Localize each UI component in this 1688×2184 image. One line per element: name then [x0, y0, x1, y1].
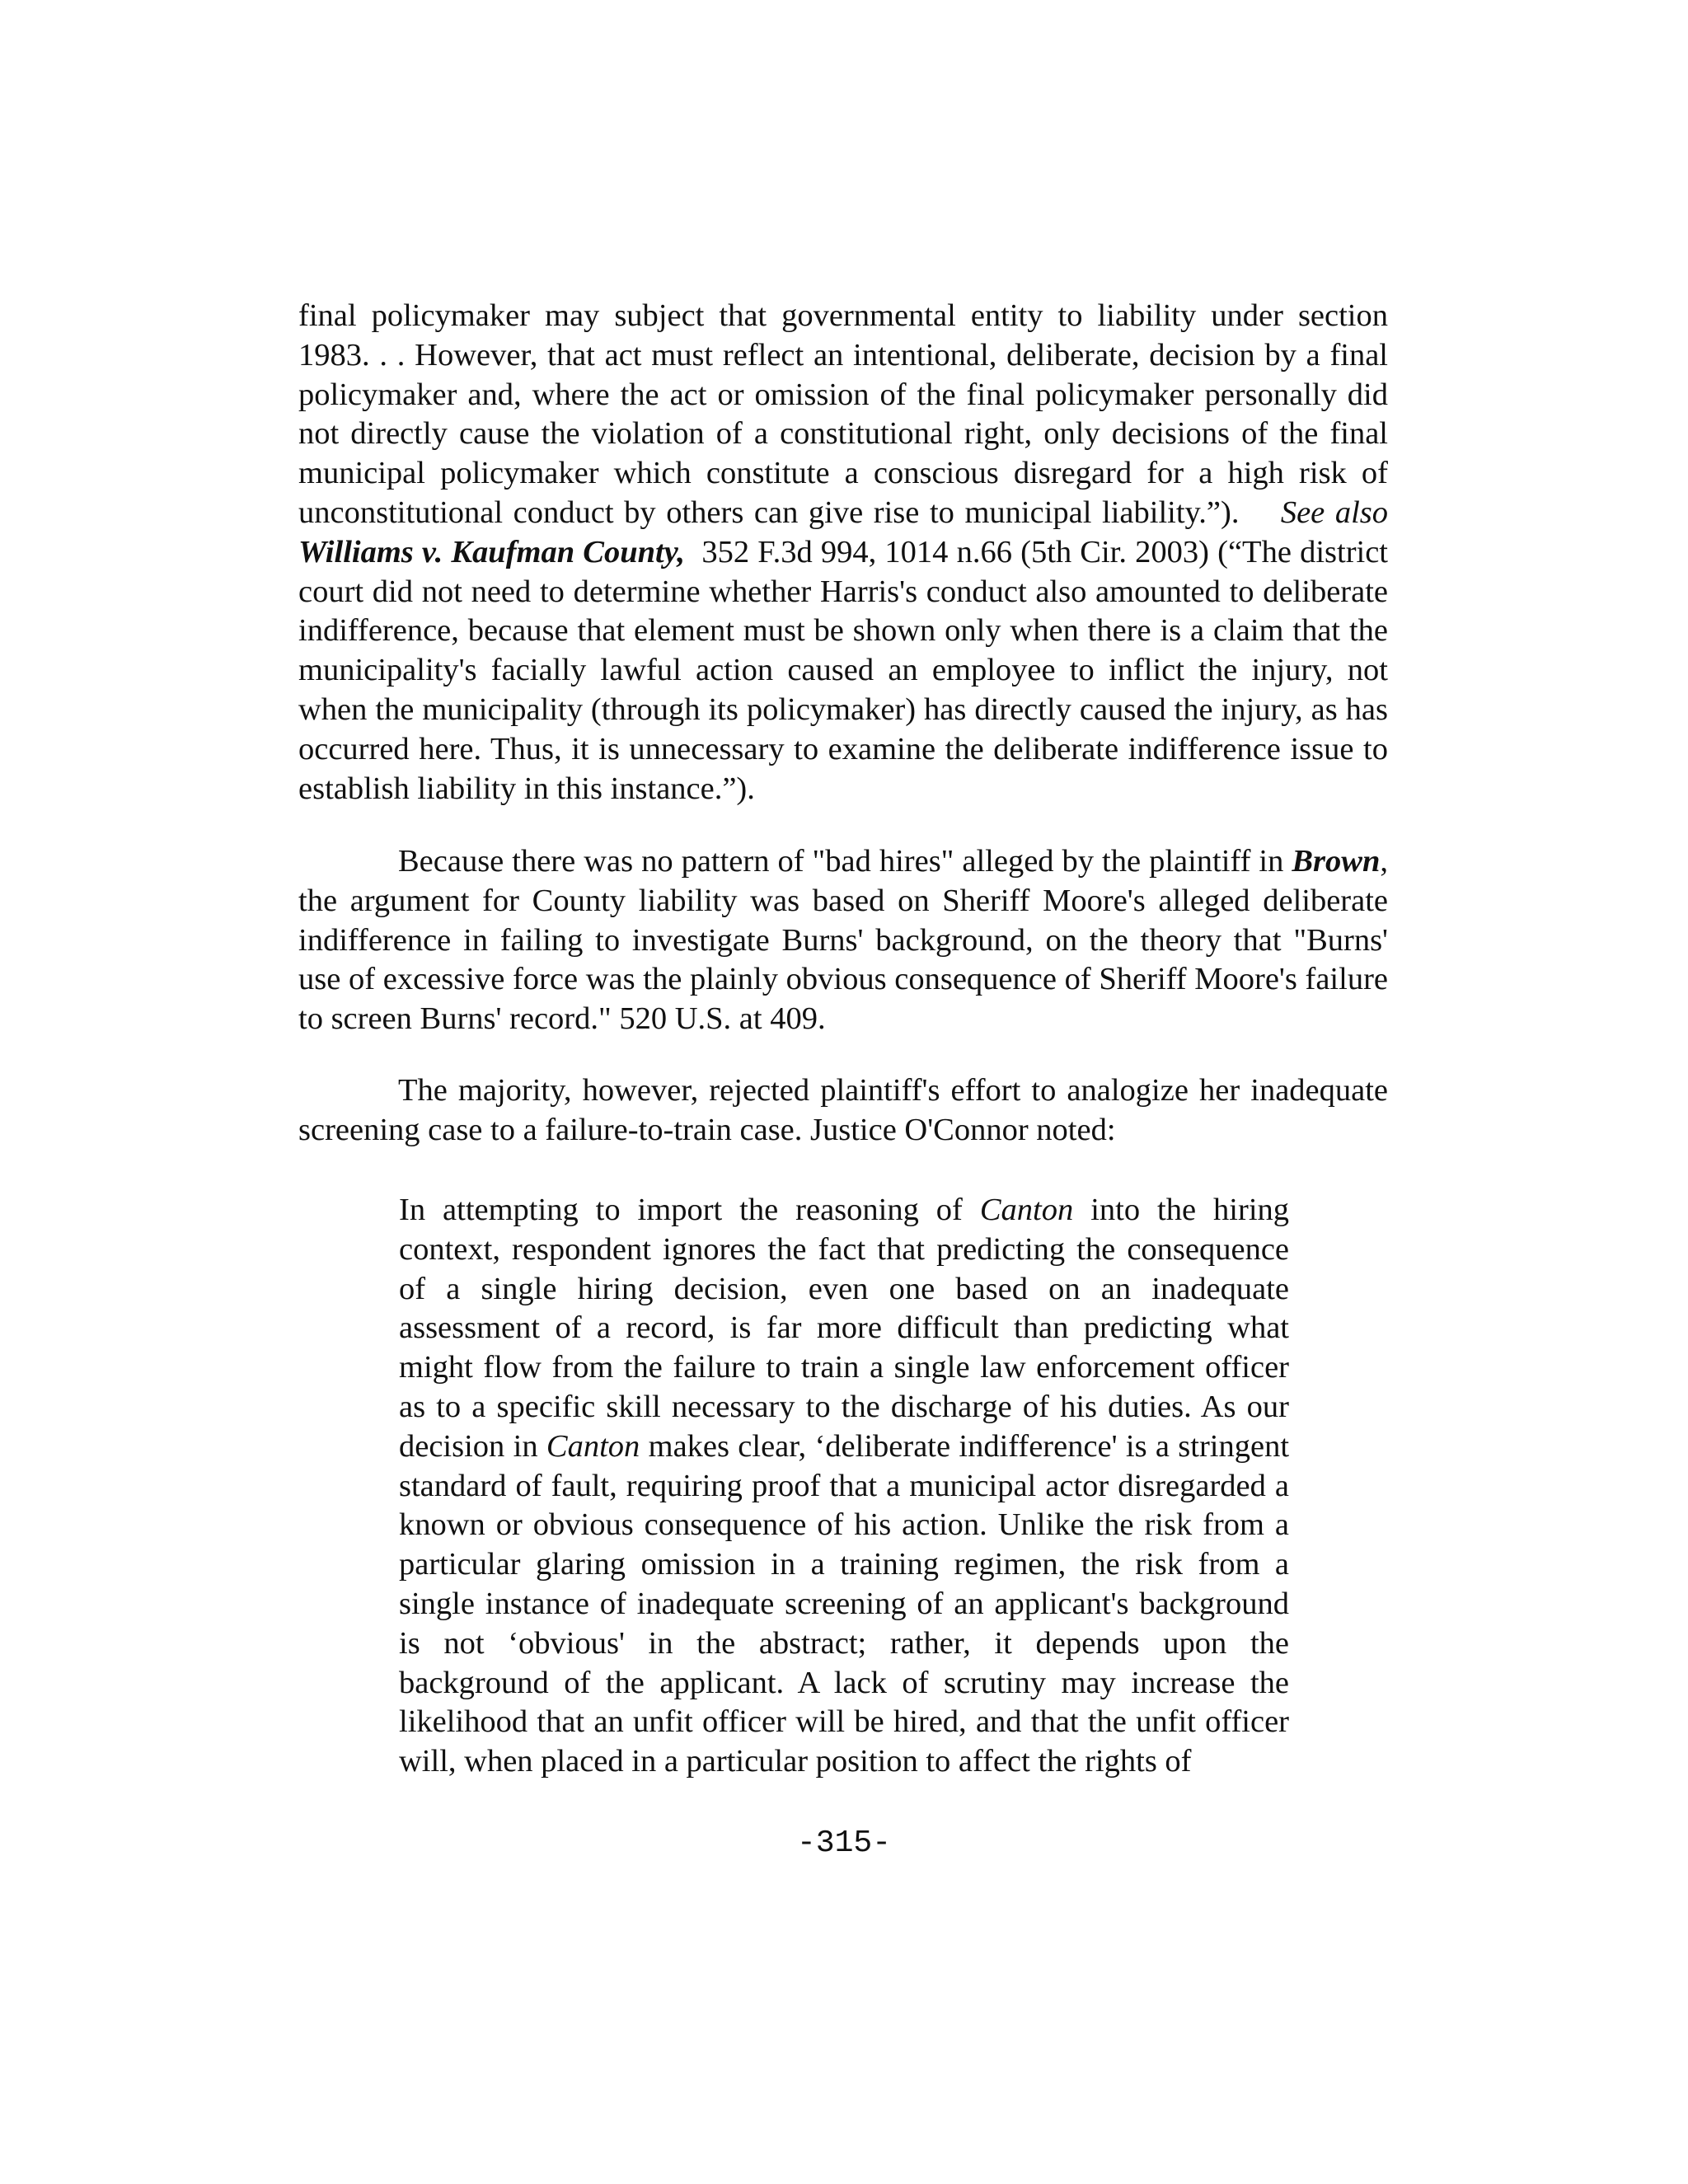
quote-text: into the hiring context, respondent ignores the fact that predicting the consequence of a single hiring decision, even one based on an inadequate assessment of a record, is far more difficult than predicting what might flow from the failure to train a single law enforcement officer as to a specific skill necessary to the discharge of his duties. As our decision in: [399, 1193, 1290, 1464]
paragraph-continued: [298, 297, 1388, 808]
quote-text: makes clear, ‘deliberate indifference' is a stringent standard of fault, requiring proof that a municipal actor disregarded a known or obvious consequence of his action. Unlike the risk from a particular glaring omission in a training regimen, the risk from a single instance of inadequate screening of an applicant's background is not ‘obvious' in the abstract; rather, it depends upon the background of the applicant. A lack of scrutiny may increase the likelihood that an unfit officer will be hired, and that the unfit officer will, when placed in a particular position to affect the rights of: [399, 1428, 1290, 1779]
case-citation-brown: Brown: [1292, 844, 1381, 879]
case-name-canton: Canton: [979, 1193, 1074, 1227]
paragraph-brown: [298, 842, 1388, 1039]
case-name-canton: Canton: [546, 1428, 640, 1464]
case-citation-williams: Williams v. Kaufman County,: [298, 534, 686, 569]
paragraph-text: , the argument for County liability was based on Sheriff Moore's alleged deliberate indifference in failing to investigate Burns' background, on the theory that "Burns' use of excessive force was the plainly obvious consequence of Sheriff Moore's failure to screen Burns' record." 520 U.S. at 409.: [298, 844, 1388, 1037]
block-quote: [399, 1191, 1289, 1782]
signal-see-also: See also: [1280, 494, 1389, 530]
paragraph-text: final policymaker may subject that governmental entity to liability under section 1983. . . However, that act must reflect an intentional, deliberate, decision by a final policymaker and, where the act or omission of the final policymaker personally did not directly cause the violation of a constitutional right, only decisions of the final municipal policymaker which constitute a conscious disregard for a high risk of unconstitutional conduct by others can give rise to municipal liability.”).: [298, 298, 1388, 530]
quote-text: In attempting to import the reasoning of: [399, 1193, 963, 1227]
paragraph-text: Because there was no pattern of "bad hires" alleged by the plaintiff in: [398, 844, 1284, 879]
paragraph-majority: [298, 1071, 1388, 1151]
paragraph-text: 352 F.3d 994, 1014 n.66 (5th Cir. 2003) (“The district court did not need to determine whether Harris's conduct also amounted to deliberate indifference, because that element must be shown only when there is a claim that the municipality's facially lawful action caused an employee to inflict the injury, not when the municipality (through its policymaker) has directly caused the injury, as has occurred here. Thus, it is unnecessary to examine the deliberate indifference issue to establish liability in this instance.”).: [298, 534, 1389, 806]
page-number: -315-: [796, 1825, 892, 1861]
paragraph-text: The majority, however, rejected plaintiff's effort to analogize her inadequate screening case to a failure-to-train case. Justice O'Connor noted:: [298, 1073, 1388, 1147]
